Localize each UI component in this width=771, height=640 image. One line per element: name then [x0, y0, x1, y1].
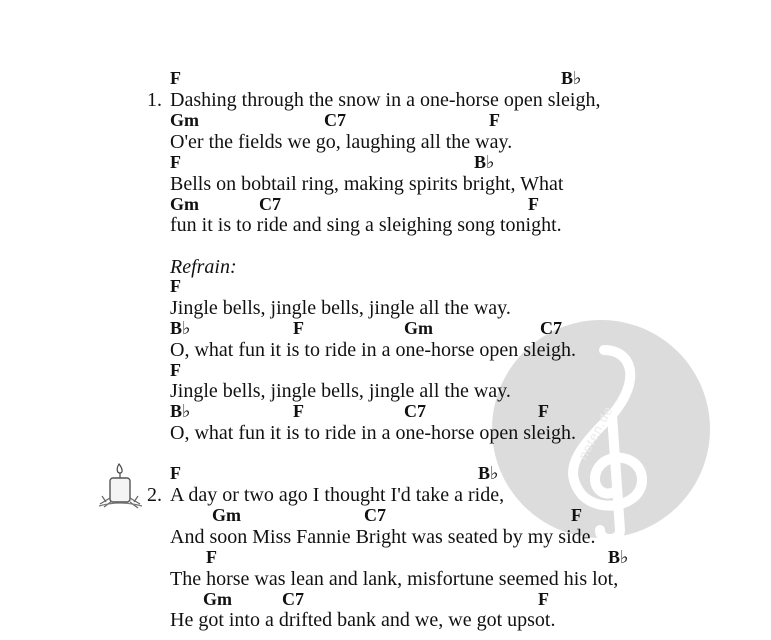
chord: B♭ — [170, 401, 191, 421]
lyric-line: Dashing through the snow in a one-horse open sleigh, — [170, 89, 601, 111]
chord: Gm — [212, 505, 241, 525]
lyric-line: O'er the fields we go, laughing all the way. — [170, 131, 513, 153]
chord: F — [538, 589, 549, 609]
lyric-line: And soon Miss Fannie Bright was seated by my side. — [170, 526, 596, 548]
chord: F — [538, 401, 549, 421]
candle-icon — [96, 460, 146, 515]
lyric-line: O, what fun it is to ride in a one-horse open sleigh. — [170, 339, 577, 361]
chord: B♭ — [478, 463, 499, 483]
lyric-line: Bells on bobtail ring, making spirits bright, What — [170, 173, 564, 195]
lyric-line: Jingle bells, jingle bells, jingle all the way. — [170, 380, 511, 402]
chord: Gm — [203, 589, 232, 609]
chord: B♭ — [561, 68, 582, 88]
chord: F — [170, 152, 181, 172]
lyric-line: Jingle bells, jingle bells, jingle all the way. — [170, 297, 511, 319]
chord: C7 — [540, 318, 562, 338]
verse-number: 1. — [147, 89, 162, 111]
chord: F — [206, 547, 217, 567]
lyric-line: fun it is to ride and sing a sleighing song tonight. — [170, 214, 562, 236]
verse-number: 2. — [147, 484, 162, 506]
chord: F — [293, 401, 304, 421]
chord: F — [170, 276, 181, 296]
chord: F — [489, 110, 500, 130]
chord: F — [170, 360, 181, 380]
chord: F — [293, 318, 304, 338]
lyric-line: He got into a drifted bank and we, we got upsot. — [170, 609, 556, 631]
refrain-label: Refrain: — [170, 256, 237, 278]
chord: F — [528, 194, 539, 214]
chord: Gm — [170, 110, 199, 130]
chord: C7 — [404, 401, 426, 421]
lyric-line: A day or two ago I thought I'd take a ride, — [170, 484, 505, 506]
chord: F — [170, 68, 181, 88]
watermark-text: noten.de — [575, 403, 616, 463]
chord: C7 — [282, 589, 304, 609]
chord: F — [571, 505, 582, 525]
chord: B♭ — [170, 318, 191, 338]
chord: C7 — [259, 194, 281, 214]
chord: C7 — [324, 110, 346, 130]
lyric-line: O, what fun it is to ride in a one-horse open sleigh. — [170, 422, 577, 444]
chord: B♭ — [608, 547, 629, 567]
chord: F — [170, 463, 181, 483]
lyric-line: The horse was lean and lank, misfortune seemed his lot, — [170, 568, 619, 590]
chord: Gm — [170, 194, 199, 214]
chord: Gm — [404, 318, 433, 338]
chord: B♭ — [474, 152, 495, 172]
chord: C7 — [364, 505, 386, 525]
